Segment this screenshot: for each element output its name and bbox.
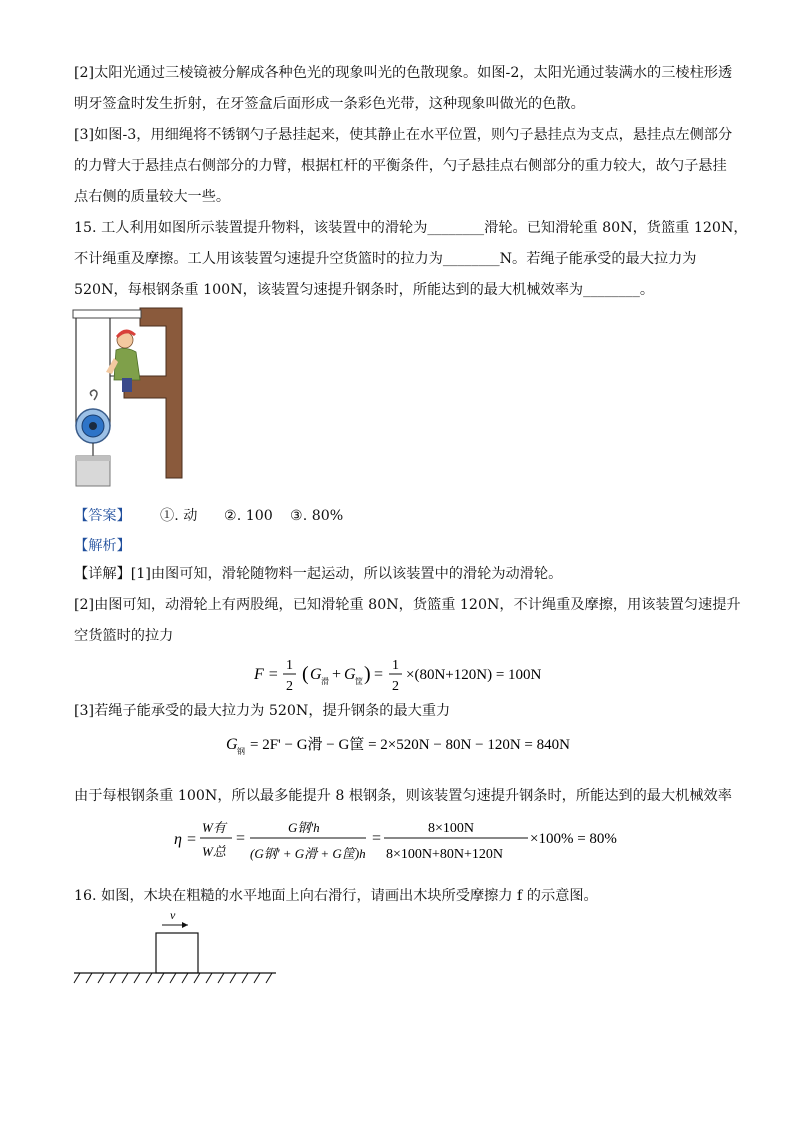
svg-text:G: G [310, 666, 322, 683]
svg-text:G: G [226, 736, 238, 753]
velocity-arrow-icon [182, 922, 188, 928]
answer-2: ②. 100 [224, 508, 273, 524]
answer-1: ①. 动 [160, 508, 198, 524]
pulley-figure [70, 306, 190, 496]
svg-text:钢: 钢 [237, 747, 245, 756]
formula-efficiency [170, 810, 640, 870]
answer-label: 【答案】 [74, 508, 131, 524]
formula-force [250, 652, 560, 696]
svg-text:=: = [374, 666, 384, 683]
svg-text:+: + [332, 666, 342, 683]
svg-text:W总: W总 [202, 844, 226, 859]
svg-text:8×100N: 8×100N [428, 821, 475, 836]
q15-line-3: 520N，每根钢条重 100N，该装置匀速提升钢条时，所能达到的最大机械效率为________。 [74, 282, 655, 298]
detail-2-line-1: [2]由图可知，动滑轮上有两股绳，已知滑轮重 80N，货篮重 120N，不计绳重及摩擦，用该装置匀速提升 [74, 597, 741, 613]
detail-3-line: [3]若绳子能承受的最大拉力为 520N，提升钢条的最大重力 [74, 703, 451, 719]
analysis-label: 【解析】 [74, 538, 131, 554]
detail-line-1 [74, 564, 562, 584]
svg-text:W有: W有 [202, 820, 226, 835]
detail-2-line-2: 空货篮时的拉力 [74, 628, 174, 644]
svg-text:8×100N+80N+120N: 8×100N+80N+120N [386, 847, 504, 862]
prev-para-2-line-2: 明牙签盒时发生折射，在牙签盒后面形成一条彩色光带，这种现象叫做光的色散。 [74, 96, 585, 112]
detail-label: 【详解】 [74, 566, 131, 582]
svg-text:=: = [236, 830, 246, 847]
svg-text:(: ( [302, 663, 309, 685]
wooden-block [156, 933, 198, 973]
svg-text:): ) [364, 663, 371, 685]
prev-para-2-line-1: [2]太阳光通过三棱镜被分解成各种色光的现象叫光的色散现象。如图-2，太阳光通过装满水的三棱柱形透 [74, 65, 733, 81]
q15-line-2: 不计绳重及摩擦。工人用该装置匀速提升空货篮时的拉力为________N。若绳子能承受的最大拉力为 [74, 251, 697, 267]
pulley-wheel [76, 409, 110, 443]
block-figure [70, 905, 282, 987]
detail-4-line: 由于每根钢条重 100N，所以最多能提升 8 根钢条，则该装置匀速提升钢条时，所能达到的最大机械效率 [74, 788, 732, 804]
q15-line-1: 15. 工人利用如图所示装置提升物料，该装置中的滑轮为________滑轮。已知滑轮重 80N，货篮重 120N， [74, 220, 748, 236]
svg-text:η =: η = [174, 831, 197, 848]
svg-text:1: 1 [286, 658, 293, 673]
svg-text:滑: 滑 [321, 677, 329, 686]
svg-text:G: G [344, 666, 356, 683]
answer-3: ③. 80% [290, 508, 344, 524]
prev-para-3-line-2: 的力臂大于悬挂点右侧部分的力臂，根据杠杆的平衡条件，勺子悬挂点右侧部分的重力较大，故勺子悬挂 [74, 158, 727, 174]
q16-line-1: 16. 如图，木块在粗糙的水平地面上向右滑行，请画出木块所受摩擦力 f 的示意图。 [74, 888, 598, 904]
formula1-lhs: F = [254, 666, 279, 683]
svg-text:1: 1 [392, 658, 399, 673]
velocity-label: v [170, 908, 176, 922]
prev-para-3-line-3: 点右侧的质量较大一些。 [74, 189, 231, 205]
svg-text:=: = [372, 830, 382, 847]
formula2-text: = 2F' − G滑 − G筐 = 2×520N − 80N − 120N = 840N [250, 737, 570, 753]
svg-text:×100% = 80%: ×100% = 80% [530, 831, 617, 847]
formula1-rhs: ×(80N+120N) = 100N [406, 667, 542, 683]
svg-text:G钢'h: G钢'h [288, 820, 320, 835]
formula-steel-weight [222, 728, 592, 760]
prev-para-3-line-1: [3]如图-3，用细绳将不锈钢勺子悬挂起来，使其静止在水平位置，则勺子悬挂点为支点，悬挂点左侧部分 [74, 127, 733, 143]
detail-1-text: [1]由图可知，滑轮随物料一起运动，所以该装置中的滑轮为动滑轮。 [130, 566, 563, 582]
ground-hatching [74, 973, 272, 983]
svg-text:筐: 筐 [355, 677, 363, 686]
svg-text:(G钢' + G滑 + G筐)h: (G钢' + G滑 + G筐)h [250, 846, 366, 861]
answer-row [74, 506, 474, 526]
svg-text:2: 2 [286, 679, 293, 694]
svg-text:2: 2 [392, 679, 399, 694]
